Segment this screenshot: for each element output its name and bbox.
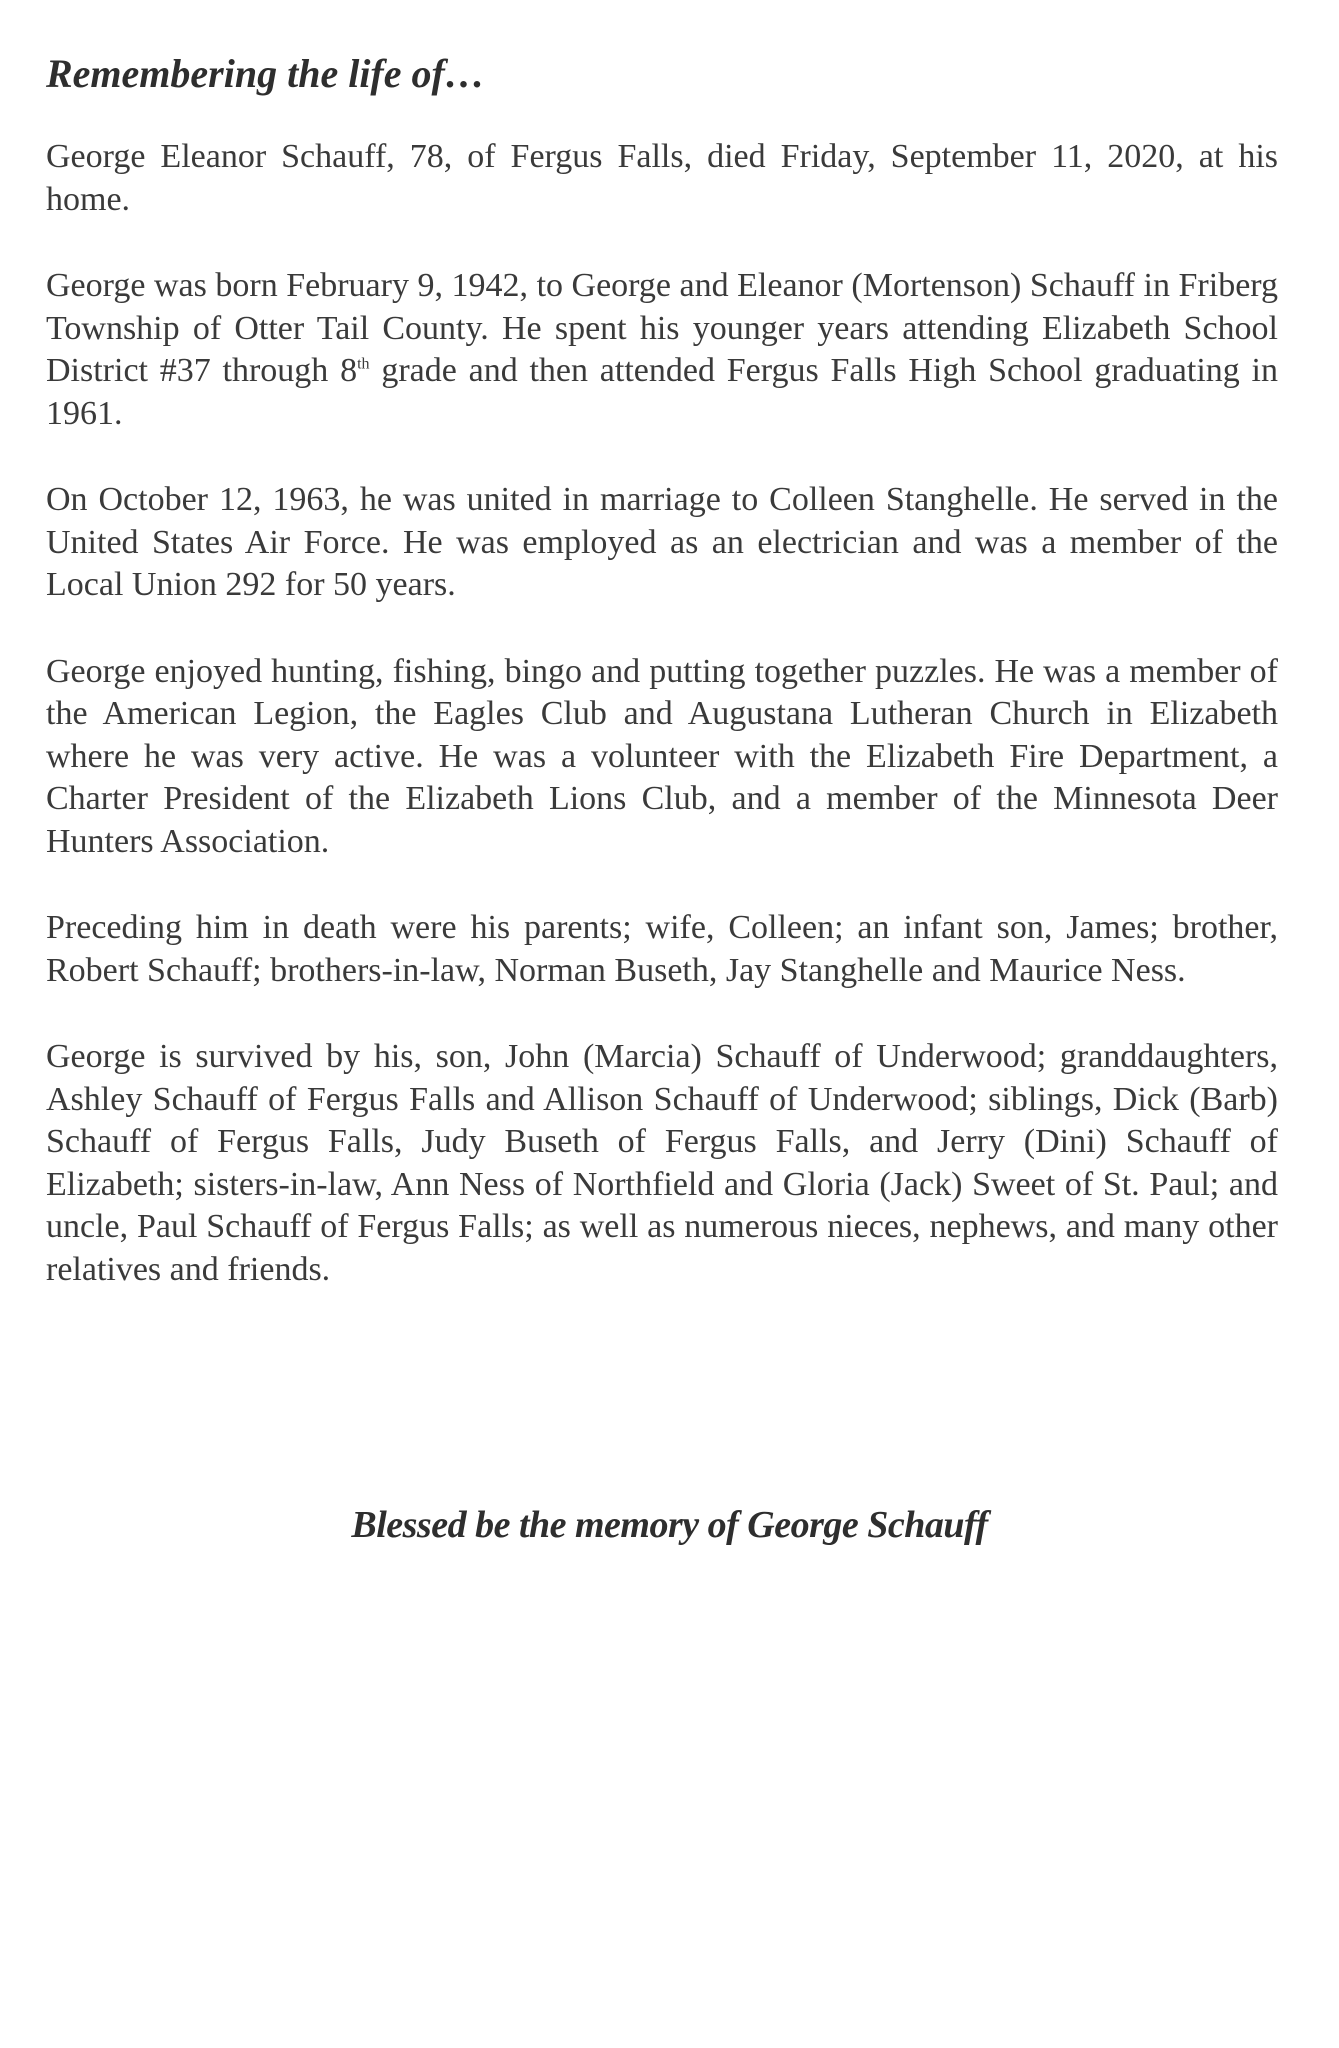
paragraph-death-notice: George Eleanor Schauff, 78, of Fergus Falls, died Friday, September 11, 2020, at his home. — [46, 138, 1278, 218]
paragraph-early-life — [46, 265, 1278, 435]
paragraph-survived-by: George is survived by his, son, John (Marcia) Schauff of Underwood; granddaughters, Ashley Schauff of Fergus Falls and Allison Schauff of Underwood; siblings, Dick (Barb) Schauff of Fergus Falls, Judy Buseth of Fergus Falls, and Jerry (Dini) Schauff of Elizabeth; sisters-in-law, Ann Ness of Northfield and Gloria (Jack) Sweet of St. Paul; and uncle, Paul Schauff of Fergus Falls; as well as numerous nieces, nephews, and many other relatives and friends. — [46, 1038, 1278, 1288]
paragraph-preceded-by: Preceding him in death were his parents; wife, Colleen; an infant son, James; brother, Robert Schauff; brothers-in-law, Norman Buseth, Jay Stanghelle and Maurice Ness. — [46, 909, 1278, 989]
obituary-document — [46, 48, 1278, 1335]
paragraph-interests: George enjoyed hunting, fishing, bingo and putting together puzzles. He was a member of the American Legion, the Eagles Club and Augustana Lutheran Church in Elizabeth where he was very active. He was a volunteer with the Elizabeth Fire Department, a Charter President of the Elizabeth Lions Club, and a member of the Minnesota Deer Hunters Association. — [46, 652, 1278, 860]
page-heading: Remembering the life of… — [46, 51, 485, 96]
ordinal-suffix: th — [357, 355, 370, 373]
paragraph-early-life-text-b: grade and then attended Fergus Falls High School graduating in 1961. — [46, 352, 1278, 432]
paragraph-marriage-career: On October 12, 1963, he was united in marriage to Colleen Stanghelle. He served in the United States Air Force. He was employed as an electrician and was a member of the Local Union 292 for 50 years. — [46, 481, 1278, 603]
closing-line: Blessed be the memory of George Schauff — [351, 1504, 988, 1546]
paragraph-early-life-text-a: George was born February 9, 1942, to George and Eleanor (Mortenson) Schauff in Friberg Township of Otter Tail County. He spent his younger years attending Elizabeth School District #37 through 8 — [46, 267, 1278, 389]
